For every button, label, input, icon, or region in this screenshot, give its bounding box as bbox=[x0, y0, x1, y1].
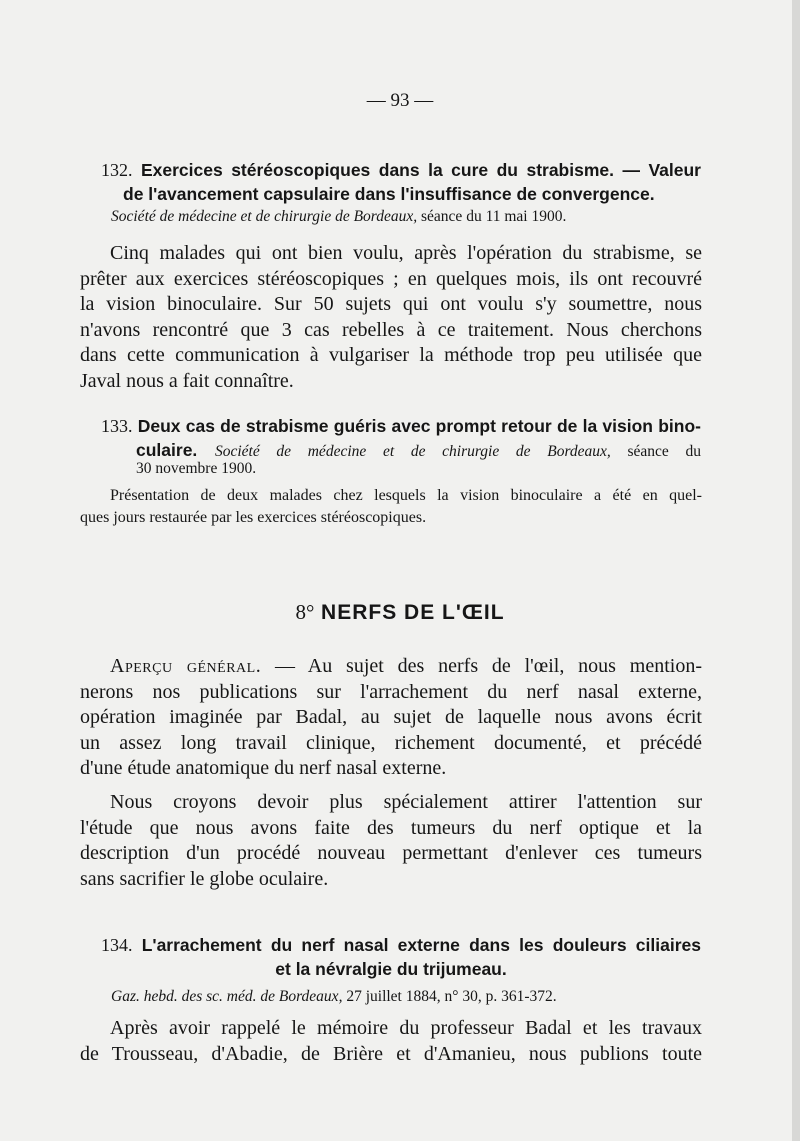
overview-paragraph-2 bbox=[80, 790, 702, 892]
text-line: — Au sujet des nerfs de l'œil, nous mention- bbox=[275, 655, 702, 677]
entry-title-line: Deux cas de strabisme guéris avec prompt retour de la vision bino- bbox=[137, 416, 701, 436]
entry-title-line: Exercices stéréoscopiques dans la cure du strabisme. — Valeur bbox=[140, 160, 701, 180]
entry-133-paragraph bbox=[80, 485, 702, 529]
entry-133-title bbox=[101, 414, 701, 463]
entry-title-line: de l'avancement capsulaire dans l'insuffisance de convergence. bbox=[123, 184, 655, 204]
source-date: 27 juillet 1884, n° 30, p. 361-372. bbox=[342, 988, 557, 1005]
overview-lead: Aperçu général. bbox=[110, 655, 262, 677]
text-line: l'étude que nous avons faite des tumeurs du nerf optique et la bbox=[80, 816, 702, 839]
text-line: Nous croyons devoir plus spécialement attirer l'attention sur bbox=[110, 791, 702, 813]
text-line: description d'un procédé nouveau permettant d'enlever ces tumeurs bbox=[80, 842, 702, 864]
section-title: NERFS DE L'ŒIL bbox=[321, 601, 505, 624]
source-date: séance du bbox=[610, 443, 701, 460]
entry-134-title bbox=[101, 933, 701, 981]
entry-title-line: culaire. bbox=[136, 440, 198, 460]
text-line: ques jours restaurée par les exercices stéréoscopiques. bbox=[80, 509, 427, 526]
section-number: 8° bbox=[295, 600, 315, 624]
entry-title-line: et la névralgie du trijumeau. bbox=[275, 959, 507, 979]
entry-132-paragraph bbox=[80, 241, 702, 394]
source-journal: Gaz. hebd. des sc. méd. de Bordeaux, bbox=[111, 988, 343, 1005]
entry-134-paragraph bbox=[80, 1016, 702, 1067]
entry-number: 134. bbox=[101, 935, 133, 955]
text-line: la vision binoculaire. Sur 50 sujets qui ont voulu s'y soumettre, nous bbox=[80, 293, 702, 315]
text-line: de Trousseau, d'Abadie, de Brière et d'Amanieu, nous publions toute bbox=[80, 1042, 702, 1065]
text-line: prêter aux exercices stéréoscopiques ; en quelques mois, ils ont recouvré bbox=[80, 267, 702, 290]
entry-number: 132. bbox=[101, 160, 133, 180]
text-line: n'avons rencontré que 3 cas rebelles à ce traitement. Nous cherchons bbox=[80, 318, 702, 341]
source-date: séance du 11 mai 1900. bbox=[417, 208, 567, 225]
overview-paragraph-1 bbox=[80, 654, 702, 782]
text-line: sans sacrifier le globe oculaire. bbox=[80, 867, 329, 890]
text-line: Présentation de deux malades chez lesquels la vision binoculaire a été en quel- bbox=[110, 487, 702, 504]
text-line: nerons nos publications sur l'arrachement du nerf nasal externe, bbox=[80, 680, 702, 703]
text-line: Cinq malades qui ont bien voulu, après l'opération du strabisme, se bbox=[110, 242, 702, 264]
source-journal: Société de médecine et de chirurgie de Bordeaux, bbox=[214, 443, 611, 460]
text-line: un assez long travail clinique, richement documenté, et précédé bbox=[80, 731, 702, 754]
text-line: Javal nous a fait connaître. bbox=[80, 369, 294, 392]
source-journal: Société de médecine et de chirurgie de Bordeaux, bbox=[111, 208, 418, 225]
entry-132-title bbox=[101, 158, 701, 206]
section-heading bbox=[0, 600, 800, 625]
page-edge bbox=[792, 0, 800, 1141]
entry-title-line: L'arrachement du nerf nasal externe dans les douleurs ciliaires bbox=[141, 935, 701, 955]
source-date: 30 novembre 1900. bbox=[136, 460, 257, 477]
entry-134-source bbox=[111, 986, 701, 1008]
text-line: Après avoir rappelé le mémoire du professeur Badal et les travaux bbox=[110, 1017, 702, 1039]
text-line: d'une étude anatomique du nerf nasal externe. bbox=[80, 757, 447, 779]
entry-133-source-date bbox=[136, 458, 536, 480]
text-line: opération imaginée par Badal, au sujet de laquelle nous avons écrit bbox=[80, 706, 702, 728]
entry-132-source bbox=[111, 206, 691, 228]
entry-number: 133. bbox=[101, 416, 133, 436]
page-number: — 93 — bbox=[366, 90, 434, 111]
text-line: dans cette communication à vulgariser la méthode trop peu utilisée que bbox=[80, 344, 702, 366]
